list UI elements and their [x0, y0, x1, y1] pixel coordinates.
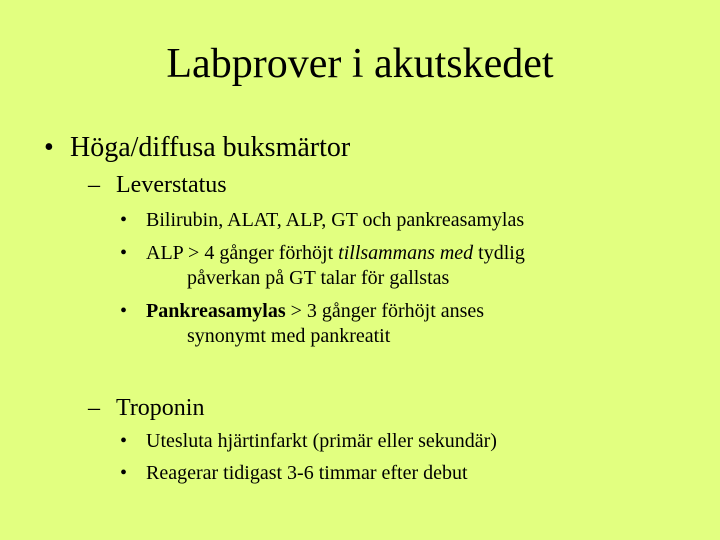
item-alp-text-a: ALP > 4 gånger förhöjt [146, 242, 339, 264]
bullet-marker: • [120, 430, 128, 452]
bullet-marker: • [120, 300, 128, 322]
dash-marker: – [88, 395, 100, 421]
item-alp-continuation: påverkan på GT talar för gallstas [187, 267, 450, 289]
item-pankreasamylas [146, 298, 484, 324]
bullet-marker: • [120, 209, 128, 231]
item-pankreasamylas-bold: Pankreasamylas [146, 300, 286, 322]
bullet-marker: • [120, 242, 128, 264]
subheading-leverstatus: Leverstatus [116, 172, 227, 198]
bullet-marker: • [44, 132, 54, 163]
item-pankreasamylas-text: > 3 gånger förhöjt anses [285, 300, 485, 322]
item-alp [146, 240, 525, 266]
item-pankreasamylas-continuation: synonymt med pankreatit [187, 325, 391, 347]
item-utesluta: Utesluta hjärtinfarkt (primär eller sekundär) [146, 430, 497, 452]
bullet-hoga-diffusa-buksmartor: Höga/diffusa buksmärtor [70, 132, 351, 163]
item-bilirubin: Bilirubin, ALAT, ALP, GT och pankreasamylas [146, 209, 525, 231]
dash-marker: – [88, 172, 100, 198]
item-alp-italic: tillsammans med [338, 242, 474, 264]
bullet-marker: • [120, 462, 128, 484]
subheading-troponin: Troponin [116, 395, 205, 421]
item-alp-text-b: tydlig [473, 242, 525, 264]
slide-title: Labprover i akutskedet [166, 41, 554, 87]
item-reagerar: Reagerar tidigast 3-6 timmar efter debut [146, 462, 468, 484]
